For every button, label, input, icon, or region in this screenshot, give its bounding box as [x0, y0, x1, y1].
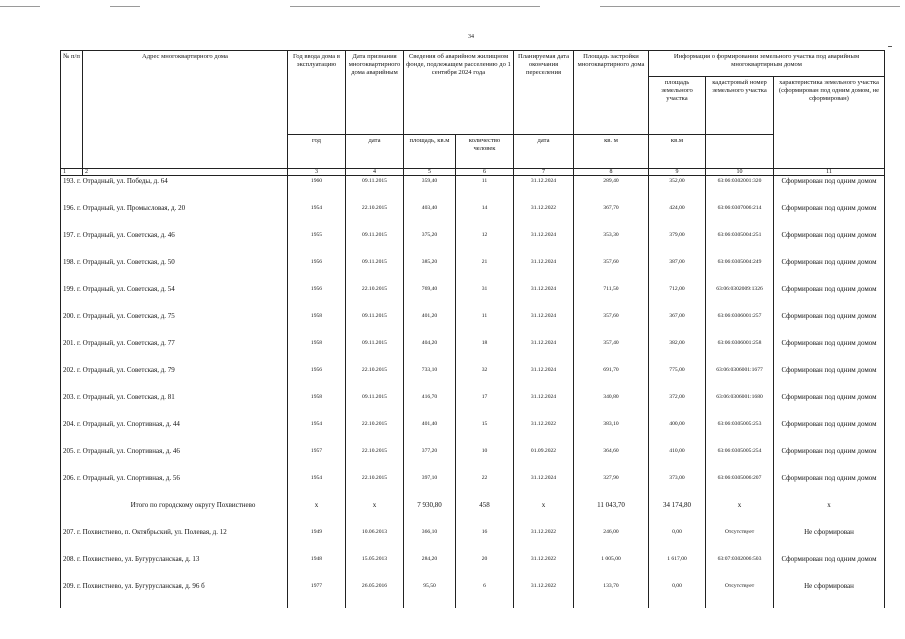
row-area: 95,50: [404, 581, 456, 608]
row-area: 397,10: [404, 473, 456, 500]
column-number-row: [61, 169, 885, 176]
row-area: 769,40: [404, 284, 456, 311]
row-date: 09.11.2015: [346, 176, 404, 203]
row-plan: 31.12.2024: [514, 284, 574, 311]
row-cadastral: 63:06:0305004:249: [706, 257, 774, 284]
total-row: [61, 500, 885, 527]
row-people: 32: [456, 365, 514, 392]
row-number: 198.: [63, 257, 76, 266]
page-number: 34: [468, 34, 474, 40]
address-cell: [61, 446, 288, 473]
row-year: 1956: [288, 257, 346, 284]
total-year: х: [288, 500, 346, 527]
row-build: 357,60: [574, 257, 649, 284]
header-date-recognized: Дата признания многоквартирного дома аварийным: [346, 51, 404, 135]
row-year: 1956: [288, 284, 346, 311]
row-build: 357,40: [574, 338, 649, 365]
row-status: Сформирован под одним домом: [774, 284, 885, 311]
table-row: [61, 257, 885, 284]
row-number: 200.: [63, 311, 76, 320]
col-number: 11: [774, 169, 885, 176]
scan-top-line-2: [110, 6, 140, 7]
row-plan: 31.12.2022: [514, 203, 574, 230]
row-area: 401,20: [404, 311, 456, 338]
col-number: 4: [346, 169, 404, 176]
row-land: 352,00: [649, 176, 706, 203]
row-address: г. Похвистнево, ул. Бугурусланская, д. 13: [77, 554, 200, 563]
row-land: 775,00: [649, 365, 706, 392]
col-number: 8: [574, 169, 649, 176]
row-area: 359,40: [404, 176, 456, 203]
row-year: 1949: [288, 527, 346, 554]
address-cell: [61, 527, 288, 554]
row-date: 10.06.2013: [346, 527, 404, 554]
row-area: 284,20: [404, 554, 456, 581]
row-build: 340,80: [574, 392, 649, 419]
total-plan: х: [514, 500, 574, 527]
address-cell: [61, 554, 288, 581]
row-date: 09.11.2015: [346, 230, 404, 257]
row-people: 18: [456, 338, 514, 365]
row-people: 11: [456, 176, 514, 203]
housing-table: [60, 50, 885, 608]
address-cell: [61, 230, 288, 257]
row-address: г. Похвистнево, п. Октябрьский, ул. Полевая, д. 12: [77, 527, 227, 536]
table-row: [61, 203, 885, 230]
row-status: Сформирован под одним домом: [774, 419, 885, 446]
row-date: 22.10.2015: [346, 203, 404, 230]
row-cadastral: 63:06:0302001:320: [706, 176, 774, 203]
row-land: 410,00: [649, 446, 706, 473]
row-plan: 31.12.2022: [514, 581, 574, 608]
row-address: г. Отрадный, ул. Спортивная, д. 46: [77, 446, 180, 455]
header-year: Год ввода дома в эксплуатацию: [288, 51, 346, 135]
address-cell: [61, 176, 288, 203]
row-cadastral: 63:06:0305006:207: [706, 473, 774, 500]
table-row: [61, 473, 885, 500]
row-build: 364,60: [574, 446, 649, 473]
unit-build-area: кв. м: [574, 135, 649, 169]
header-build-area: Площадь застройки многоквартирного дома: [574, 51, 649, 135]
col-number: 2: [83, 169, 288, 176]
row-address: г. Отрадный, ул. Советская, д. 46: [77, 230, 175, 239]
row-area: 366,10: [404, 527, 456, 554]
unit-count: количество человек: [456, 135, 514, 169]
row-people: 21: [456, 257, 514, 284]
row-plan: 31.12.2024: [514, 338, 574, 365]
table-header: [61, 51, 885, 176]
row-number: 208.: [63, 554, 76, 563]
address-cell: [61, 365, 288, 392]
scan-mark: [888, 46, 892, 47]
address-cell: [61, 581, 288, 608]
row-address: г. Отрадный, ул. Советская, д. 54: [77, 284, 175, 293]
unit-date: дата: [346, 135, 404, 169]
header-land-info: Информация о формировании земельного участка под аварийным многоквартирным домом: [649, 51, 885, 77]
table-row: [61, 446, 885, 473]
row-status: Сформирован под одним домом: [774, 203, 885, 230]
row-plan: 31.12.2022: [514, 527, 574, 554]
row-number: 201.: [63, 338, 76, 347]
table-row: [61, 419, 885, 446]
row-number: 203.: [63, 392, 76, 401]
row-date: 22.10.2015: [346, 365, 404, 392]
row-address: г. Отрадный, ул. Спортивная, д. 56: [77, 473, 180, 482]
row-address: г. Отрадный, ул. Советская, д. 75: [77, 311, 175, 320]
table-row: [61, 311, 885, 338]
row-land: 382,00: [649, 338, 706, 365]
row-year: 1955: [288, 230, 346, 257]
row-year: 1958: [288, 392, 346, 419]
row-status: Сформирован под одним домом: [774, 257, 885, 284]
row-status: Сформирован под одним домом: [774, 554, 885, 581]
table-row: [61, 338, 885, 365]
row-year: 1958: [288, 311, 346, 338]
row-land: 0,00: [649, 527, 706, 554]
row-status: Сформирован под одним домом: [774, 230, 885, 257]
row-status: Сформирован под одним домом: [774, 311, 885, 338]
row-plan: 31.12.2024: [514, 392, 574, 419]
row-date: 22.10.2015: [346, 284, 404, 311]
address-cell: [61, 257, 288, 284]
row-address: г. Отрадный, ул. Спортивная, д. 44: [77, 419, 180, 428]
total-label: Итого по городскому округу Похвистнево: [61, 500, 288, 527]
total-land: 34 174,80: [649, 500, 706, 527]
row-plan: 31.12.2024: [514, 257, 574, 284]
row-status: Сформирован под одним домом: [774, 446, 885, 473]
row-people: 16: [456, 527, 514, 554]
unit-year: год: [288, 135, 346, 169]
row-build: 691,70: [574, 365, 649, 392]
row-people: 10: [456, 446, 514, 473]
row-build: 1 005,00: [574, 554, 649, 581]
row-address: г. Отрадный, ул. Советская, д. 50: [77, 257, 175, 266]
row-date: 09.11.2015: [346, 257, 404, 284]
row-cadastral: 63:06:0305005:253: [706, 419, 774, 446]
row-land: 424,00: [649, 203, 706, 230]
row-land: 372,00: [649, 392, 706, 419]
total-people: 458: [456, 500, 514, 527]
row-date: 22.10.2015: [346, 446, 404, 473]
row-land: 1 617,00: [649, 554, 706, 581]
header-address: Адрес многоквартирного дома: [83, 51, 288, 169]
row-land: 712,00: [649, 284, 706, 311]
row-build: 327,90: [574, 473, 649, 500]
row-address: г. Отрадный, ул. Советская, д. 79: [77, 365, 175, 374]
unit-area: площадь, кв.м: [404, 135, 456, 169]
row-people: 31: [456, 284, 514, 311]
row-year: 1958: [288, 338, 346, 365]
row-area: 375,20: [404, 230, 456, 257]
row-land: 0,00: [649, 581, 706, 608]
row-area: 401,40: [404, 419, 456, 446]
total-area: 7 930,80: [404, 500, 456, 527]
row-build: 383,10: [574, 419, 649, 446]
row-people: 6: [456, 581, 514, 608]
row-year: 1954: [288, 419, 346, 446]
row-build: 133,70: [574, 581, 649, 608]
address-cell: [61, 419, 288, 446]
row-cadastral: 63:06:0302009:1326: [706, 284, 774, 311]
row-date: 09.11.2015: [346, 392, 404, 419]
row-status: Не сформирован: [774, 581, 885, 608]
row-date: 15.05.2013: [346, 554, 404, 581]
row-build: 353,30: [574, 230, 649, 257]
table-row: [61, 554, 885, 581]
row-date: 22.10.2015: [346, 473, 404, 500]
row-plan: 31.12.2022: [514, 419, 574, 446]
row-area: 404,20: [404, 338, 456, 365]
row-cadastral: 63:06:0306001:258: [706, 338, 774, 365]
row-address: г. Похвистнево, ул. Бугурусланская, д. 96 б: [77, 581, 205, 590]
row-number: 207.: [63, 527, 76, 536]
col-number: 9: [649, 169, 706, 176]
row-land: 373,00: [649, 473, 706, 500]
table-row: [61, 230, 885, 257]
header-planned-date: Планируемая дата окончания переселения: [514, 51, 574, 135]
row-land: 400,00: [649, 419, 706, 446]
row-people: 14: [456, 203, 514, 230]
row-plan: 31.12.2022: [514, 554, 574, 581]
unit-cadastral-empty: [706, 135, 774, 169]
row-number: 193.: [63, 177, 76, 185]
row-number: 206.: [63, 473, 76, 482]
col-number: 6: [456, 169, 514, 176]
scan-top-line-4: [600, 6, 900, 7]
row-people: 12: [456, 230, 514, 257]
row-cadastral: 63:06:0307006:214: [706, 203, 774, 230]
col-number: 5: [404, 169, 456, 176]
row-plan: 01.09.2022: [514, 446, 574, 473]
row-status: Сформирован под одним домом: [774, 392, 885, 419]
row-cadastral: Отсутствует: [706, 581, 774, 608]
header-characteristic: характеристика земельного участка (сформирован под одним домом, не сформирован): [774, 77, 885, 169]
table-row: [61, 527, 885, 554]
row-plan: 31.12.2024: [514, 365, 574, 392]
row-build: 246,00: [574, 527, 649, 554]
header-land-area: площадь земельного участка: [649, 77, 706, 135]
row-date: 26.05.2016: [346, 581, 404, 608]
row-number: 202.: [63, 365, 76, 374]
row-address: г. Отрадный, ул. Победы, д. 64: [77, 177, 168, 185]
row-cadastral: 63:06:0305005:254: [706, 446, 774, 473]
row-status: Не сформирован: [774, 527, 885, 554]
row-cadastral: 63:06:0306001:1677: [706, 365, 774, 392]
table-row: [61, 365, 885, 392]
address-cell: [61, 473, 288, 500]
row-area: 403,40: [404, 203, 456, 230]
header-cadastral: кадастровый номер земельного участка: [706, 77, 774, 135]
address-cell: [61, 203, 288, 230]
col-number: 10: [706, 169, 774, 176]
row-cadastral: 63:06:0306001:1680: [706, 392, 774, 419]
row-build: 289,40: [574, 176, 649, 203]
row-date: 22.10.2015: [346, 419, 404, 446]
row-number: 197.: [63, 230, 76, 239]
row-land: 379,00: [649, 230, 706, 257]
unit-land-area: кв.м: [649, 135, 706, 169]
row-year: 1954: [288, 203, 346, 230]
row-status: Сформирован под одним домом: [774, 338, 885, 365]
row-build: 711,50: [574, 284, 649, 311]
row-status: Сформирован под одним домом: [774, 176, 885, 203]
row-year: 1956: [288, 365, 346, 392]
row-cadastral: 63:06:0305004:251: [706, 230, 774, 257]
row-number: 196.: [63, 203, 76, 212]
row-year: 1957: [288, 446, 346, 473]
address-cell: [61, 311, 288, 338]
row-address: г. Отрадный, ул. Промысловая, д. 20: [77, 203, 186, 212]
row-status: Сформирован под одним домом: [774, 473, 885, 500]
table-row: [61, 581, 885, 608]
table-row: [61, 284, 885, 311]
row-build: 357,60: [574, 311, 649, 338]
row-cadastral: 63:06:0306001:257: [706, 311, 774, 338]
row-date: 09.11.2015: [346, 311, 404, 338]
row-cadastral: 63:07:0302006:503: [706, 554, 774, 581]
row-plan: 31.12.2024: [514, 311, 574, 338]
row-people: 22: [456, 473, 514, 500]
row-people: 20: [456, 554, 514, 581]
row-year: 1948: [288, 554, 346, 581]
row-build: 367,70: [574, 203, 649, 230]
table-row: [61, 176, 885, 203]
row-number: 204.: [63, 419, 76, 428]
col-number: 3: [288, 169, 346, 176]
address-cell: [61, 284, 288, 311]
address-cell: [61, 392, 288, 419]
header-num: № п/п: [61, 51, 83, 169]
col-number: 7: [514, 169, 574, 176]
row-area: 416,70: [404, 392, 456, 419]
address-cell: [61, 338, 288, 365]
row-date: 09.11.2015: [346, 338, 404, 365]
total-status: х: [774, 500, 885, 527]
row-area: 733,10: [404, 365, 456, 392]
scan-top-line-3: [290, 6, 540, 7]
row-people: 11: [456, 311, 514, 338]
col-number: 1: [61, 169, 83, 176]
row-plan: 31.12.2024: [514, 176, 574, 203]
row-area: 385,20: [404, 257, 456, 284]
row-number: 199.: [63, 284, 76, 293]
row-number: 205.: [63, 446, 76, 455]
row-plan: 31.12.2024: [514, 473, 574, 500]
row-year: 1960: [288, 176, 346, 203]
row-land: 387,00: [649, 257, 706, 284]
unit-plan-date: дата: [514, 135, 574, 169]
row-address: г. Отрадный, ул. Советская, д. 81: [77, 392, 175, 401]
row-number: 209.: [63, 581, 76, 590]
table-body: [61, 176, 885, 608]
total-cadastral: х: [706, 500, 774, 527]
total-build: 11 043,70: [574, 500, 649, 527]
row-land: 367,00: [649, 311, 706, 338]
row-plan: 31.12.2024: [514, 230, 574, 257]
table-row: [61, 392, 885, 419]
row-year: 1954: [288, 473, 346, 500]
row-status: Сформирован под одним домом: [774, 365, 885, 392]
row-address: г. Отрадный, ул. Советская, д. 77: [77, 338, 175, 347]
header-emergency-info: Сведения об аварийном жилищном фонде, подлежащем расселению до 1 сентября 2024 года: [404, 51, 514, 135]
row-people: 15: [456, 419, 514, 446]
total-date: х: [346, 500, 404, 527]
row-area: 377,20: [404, 446, 456, 473]
row-year: 1977: [288, 581, 346, 608]
row-people: 17: [456, 392, 514, 419]
row-cadastral: Отсутствует: [706, 527, 774, 554]
scan-top-line-1: [0, 6, 40, 7]
